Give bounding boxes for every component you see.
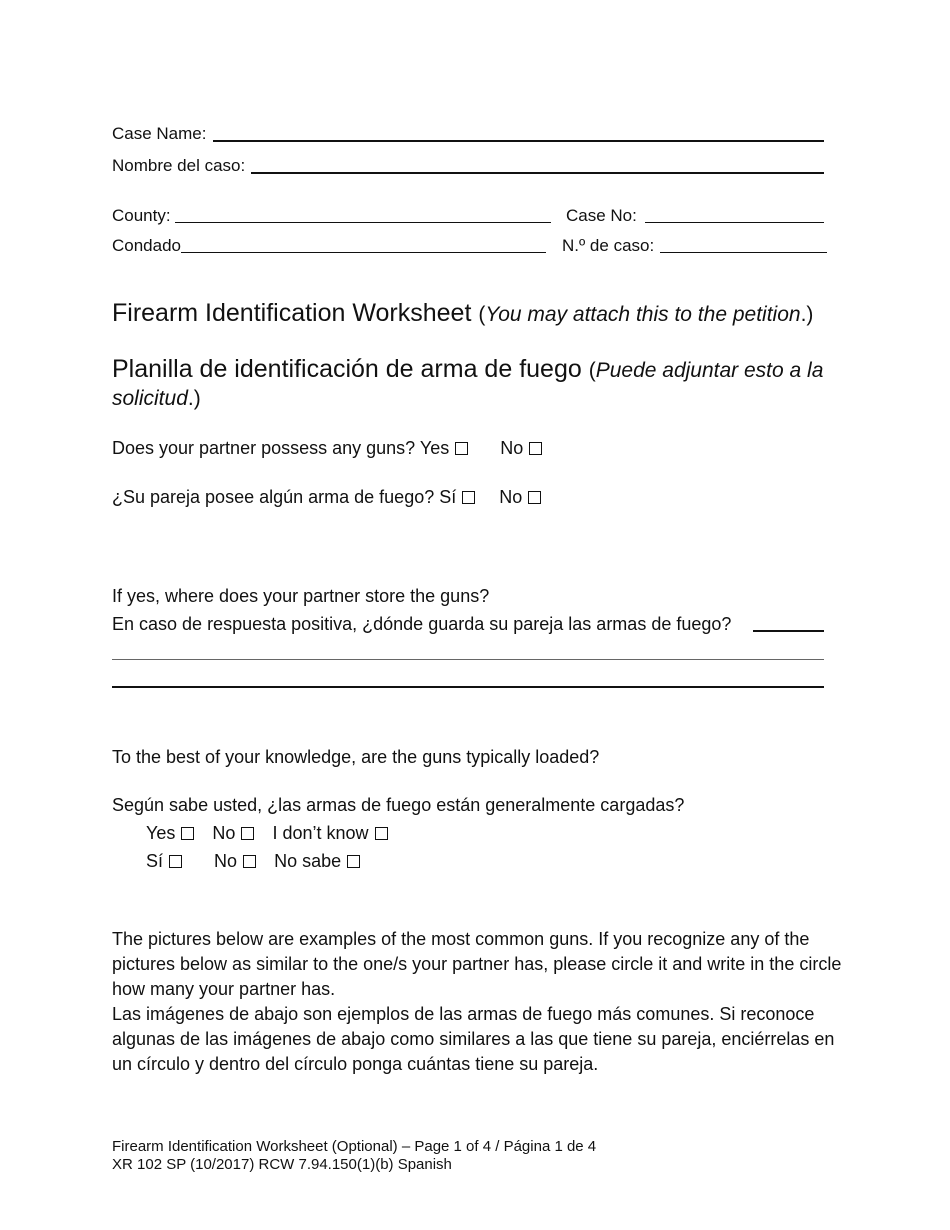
- cargadas-no-label: No: [214, 851, 238, 871]
- numero-de-caso-label: N.º de caso:: [562, 236, 655, 255]
- loaded-options-es: [146, 850, 360, 872]
- county-label: County:: [112, 206, 171, 225]
- condado-field[interactable]: [181, 252, 546, 253]
- question-possess-guns-es-text: ¿Su pareja posee algún arma de fuego?: [112, 487, 435, 507]
- case-name-field[interactable]: [213, 140, 824, 142]
- loaded-yes-label: Yes: [146, 823, 176, 843]
- si-label: Sí: [439, 487, 457, 507]
- title-english: [112, 298, 813, 330]
- cargadas-si-checkbox[interactable]: [169, 855, 182, 868]
- nombre-del-caso-field[interactable]: [251, 172, 824, 174]
- loaded-yes-checkbox[interactable]: [181, 827, 194, 840]
- title-spanish-main: Planilla de identificación de arma de fuego: [112, 355, 582, 383]
- loaded-unknown-checkbox[interactable]: [375, 827, 388, 840]
- title-spanish-open: (: [588, 359, 596, 382]
- loaded-no-label: No: [212, 823, 236, 843]
- loaded-options-en: [146, 822, 388, 844]
- question-possess-guns-en-text: Does your partner possess any guns?: [112, 438, 416, 458]
- nombre-del-caso-label: Nombre del caso:: [112, 156, 246, 175]
- cargadas-si-label: Sí: [146, 851, 164, 871]
- case-name-label: Case Name:: [112, 124, 207, 143]
- cargadas-no-sabe-label: No sabe: [274, 851, 342, 871]
- cargadas-no-checkbox[interactable]: [243, 855, 256, 868]
- condado-label: Condado: [112, 236, 182, 255]
- storage-answer-line-1[interactable]: [753, 630, 824, 632]
- question-storage-en: If yes, where does your partner store the guns?: [112, 586, 490, 606]
- title-english-close: .): [800, 303, 814, 326]
- question-possess-guns-es: [112, 486, 541, 508]
- title-spanish-note: Puede adjuntar esto a la solicitud: [112, 359, 824, 410]
- loaded-unknown-label: I don’t know: [272, 823, 369, 843]
- cargadas-no-sabe-checkbox[interactable]: [347, 855, 360, 868]
- footer-form-code: XR 102 SP (10/2017) RCW 7.94.150(1)(b) Spanish: [112, 1156, 452, 1173]
- case-no-label: Case No:: [566, 206, 637, 225]
- storage-answer-line-2[interactable]: [112, 659, 824, 660]
- yes-label: Yes: [419, 438, 450, 458]
- no-checkbox[interactable]: [529, 442, 542, 455]
- instructions-es: Las imágenes de abajo son ejemplos de las armas de fuego más comunes. Si reconoce algunas de las imágenes de abajo como similares a las que tiene su pareja, enciérrelas en un círculo y dentro del círculo ponga cuántas tiene su pareja.: [112, 1004, 835, 1074]
- no-label: No: [500, 438, 524, 458]
- title-english-main: Firearm Identification Worksheet: [112, 299, 472, 327]
- no-checkbox-es[interactable]: [528, 491, 541, 504]
- question-storage-es: En caso de respuesta positiva, ¿dónde guarda su pareja las armas de fuego?: [112, 614, 732, 634]
- county-field[interactable]: [175, 222, 551, 223]
- title-spanish-close: .): [187, 387, 201, 410]
- title-spanish: [112, 356, 842, 412]
- title-english-note: You may attach this to the petition: [485, 303, 801, 326]
- footer-page-info: Firearm Identification Worksheet (Optional) – Page 1 of 4 / Página 1 de 4: [112, 1138, 597, 1155]
- title-english-open: (: [478, 303, 486, 326]
- instructions-en: The pictures below are examples of the most common guns. If you recognize any of the pictures below as similar to the one/s your partner has, please circle it and write in the circle how many your partner has.: [112, 929, 842, 999]
- case-no-field[interactable]: [645, 222, 824, 223]
- si-checkbox[interactable]: [462, 491, 475, 504]
- loaded-no-checkbox[interactable]: [241, 827, 254, 840]
- storage-answer-line-3[interactable]: [112, 686, 824, 688]
- numero-de-caso-field[interactable]: [660, 252, 827, 253]
- no-label-es: No: [499, 487, 523, 507]
- question-loaded-es: Según sabe usted, ¿las armas de fuego están generalmente cargadas?: [112, 795, 685, 815]
- question-possess-guns-en: [112, 437, 542, 459]
- yes-checkbox[interactable]: [455, 442, 468, 455]
- question-loaded-en: To the best of your knowledge, are the guns typically loaded?: [112, 747, 600, 767]
